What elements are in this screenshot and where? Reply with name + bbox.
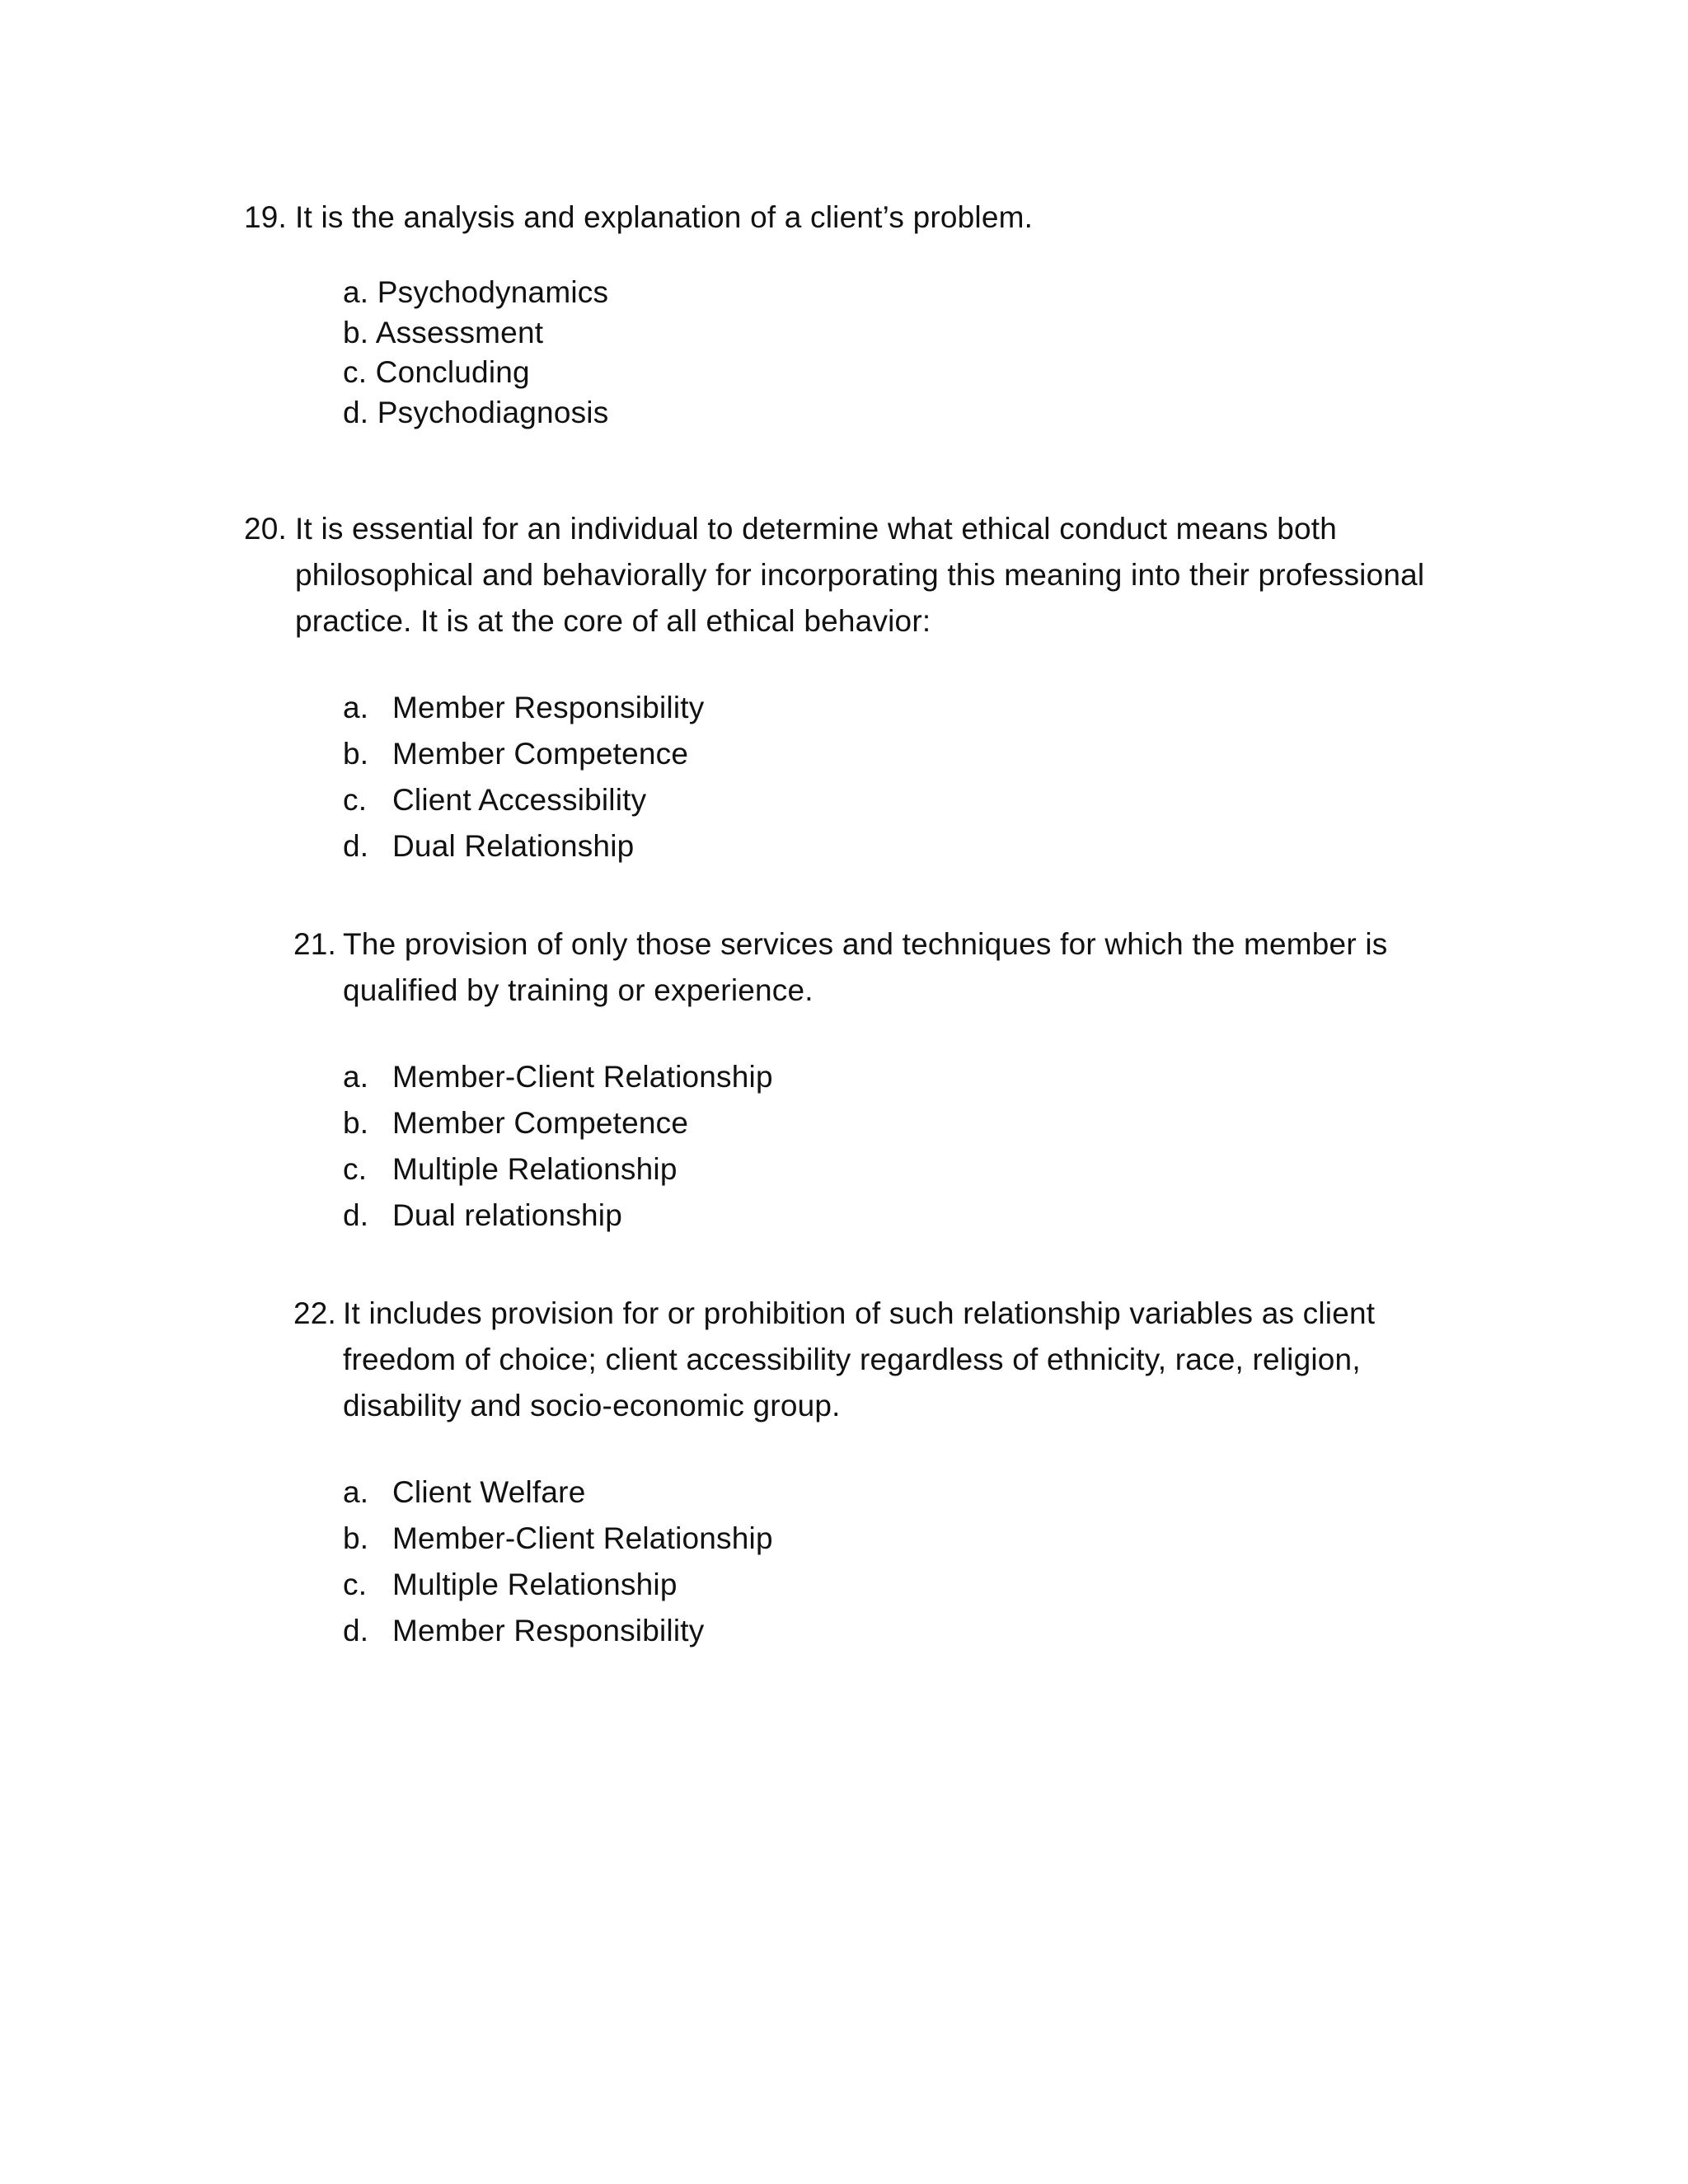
option-letter: c. <box>343 783 368 817</box>
option-text: Multiple Relationship <box>392 1568 678 1601</box>
option-text: Dual relationship <box>392 1198 623 1232</box>
option-text: Concluding <box>375 355 530 389</box>
option-text: Psychodiagnosis <box>377 396 609 429</box>
option-text: Client Welfare <box>392 1475 586 1509</box>
option-a <box>343 275 608 310</box>
option-letter: d. <box>343 829 369 863</box>
option-c <box>343 355 530 390</box>
option-letter: d. <box>343 1614 369 1647</box>
option-text: Dual Relationship <box>392 829 635 863</box>
question-text: It is essential for an individual to determine what ethical conduct means both philosophical and behaviorally for incorporating this meaning into their professional practice. It is at the core of all ethical behavior: <box>295 512 1425 638</box>
option-letter: c. <box>343 1152 368 1186</box>
option-letter: b. <box>343 1106 369 1140</box>
question-text: It includes provision for or prohibition of such relationship variables as client freedom of choice; client accessibility regardless of ethnicity, race, religion, disability and socio-economic group. <box>343 1296 1376 1422</box>
question-text: It is the analysis and explanation of a client’s problem. <box>295 200 1034 234</box>
question-number: 21. <box>293 927 337 961</box>
option-letter: b. <box>343 737 369 771</box>
question-number: 19. <box>244 200 288 234</box>
option-letter: d. <box>343 396 377 429</box>
option-letter: c. <box>343 355 376 389</box>
option-letter: a. <box>343 1475 369 1509</box>
option-letter: a. <box>343 275 377 309</box>
option-letter: d. <box>343 1198 369 1232</box>
question-number: 22. <box>293 1296 337 1330</box>
option-letter: a. <box>343 691 369 724</box>
option-b <box>343 316 543 350</box>
option-d <box>343 396 608 430</box>
option-text: Member Responsibility <box>392 691 705 724</box>
question-text: The provision of only those services and techniques for which the member is qualified by training or experience. <box>343 927 1388 1007</box>
option-text: Member Competence <box>392 737 689 771</box>
option-letter: a. <box>343 1060 369 1094</box>
question-number: 20. <box>244 512 288 546</box>
option-text: Multiple Relationship <box>392 1152 678 1186</box>
option-text: Member Competence <box>392 1106 689 1140</box>
option-text: Member Responsibility <box>392 1614 705 1647</box>
option-text: Member-Client Relationship <box>392 1060 773 1094</box>
option-text: Client Accessibility <box>392 783 647 817</box>
option-text: Psychodynamics <box>377 275 609 309</box>
option-text: Member-Client Relationship <box>392 1521 773 1555</box>
option-letter: b. <box>343 1521 369 1555</box>
option-letter: c. <box>343 1568 368 1601</box>
option-text: Assessment <box>375 316 544 349</box>
option-letter: b. <box>343 316 376 349</box>
